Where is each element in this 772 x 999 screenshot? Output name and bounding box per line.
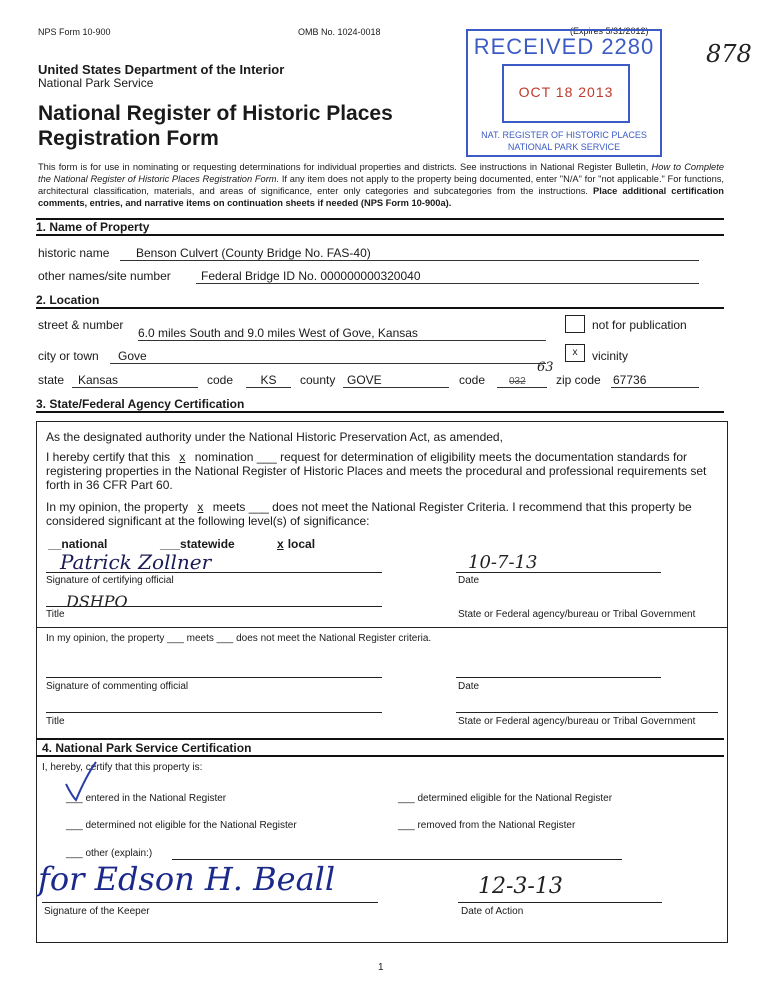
signature-line [46,572,382,573]
stamp-received: RECEIVED 2280 [473,34,655,59]
omb-number: OMB No. 1024-0018 [298,27,381,37]
page-number: 1 [378,962,384,973]
keeper-intro: I, hereby, certify that this property is: [42,762,203,773]
historic-name-field[interactable]: Benson Culvert (County Bridge No. FAS-40) [120,246,699,261]
county-code-label: code [459,373,486,387]
vicinity-checkbox[interactable]: x [565,344,585,362]
comment-title-line [46,712,382,713]
option-entered[interactable]: ___ entered in the National Register [66,793,227,804]
opinion-text-b: meets ___ does not meet the National Register Criteria. I recommend that this property be considered significant at the following level(s) of significance: [46,500,692,528]
level-statewide[interactable]: ___statewide [160,537,235,551]
keeper-signature-line [42,902,378,903]
instructions-text-2: If any item does not apply to the property being documented, enter "N/A" for "not applicable." For functions, architectural classification, materials, and areas of significance, enter only categories and subcategories from the instructions. [38,174,724,196]
state-code-field[interactable]: KS [246,373,291,388]
opinion-statement [46,500,718,528]
section-4-heading: 4. National Park Service Certification [42,741,252,755]
option-other[interactable]: ___ other (explain:) [66,848,153,859]
street-label: street & number [38,318,124,332]
street-field[interactable]: 6.0 miles South and 9.0 miles West of Gove, Kansas [138,326,546,341]
certifying-date-handwritten: 10-7-13 [468,552,538,573]
certify-text-b: nomination ___ request for determination of eligibility meets the documentation standards for registering properties in the National Register of Historic Places and meets the procedural and professional requirements set forth in 36 CFR Part 60. [46,450,707,492]
not-for-publication-label: not for publication [592,318,687,332]
county-field[interactable]: GOVE [343,373,449,388]
level-local-label: local [287,537,316,551]
section-2-heading: 2. Location [36,293,724,309]
certify-text-a: I hereby certify that this [46,450,174,464]
county-code-field[interactable] [497,373,547,388]
certify-statement [46,450,718,492]
section-1-heading: 1. Name of Property [36,220,724,236]
certify-mark[interactable]: x [179,450,186,464]
page-title: National Register of Historic Places [38,102,393,125]
form-number: NPS Form 10-900 [38,27,111,37]
page-subtitle: Registration Form [38,127,219,150]
county-code-struck: 032 [509,376,526,387]
not-for-publication-checkbox[interactable] [565,315,585,333]
city-label: city or town [38,349,99,363]
state-field[interactable]: Kansas [72,373,198,388]
level-local-mark: x [277,537,284,551]
option-eligible-label: determined eligible for the National Register [417,793,613,804]
option-not-eligible-label: determined not eligible for the National Register [85,820,297,831]
keeper-label: Signature of the Keeper [44,906,150,917]
option-not-eligible[interactable]: ___ determined not eligible for the National Register [66,820,297,831]
zip-label: zip code [556,373,601,387]
comment-date-line [456,677,661,678]
comment-agency-line [456,712,718,713]
stamp-line-1: NAT. REGISTER OF HISTORIC PLACES [481,130,647,140]
commenting-opinion: In my opinion, the property ___ meets ___ does not meet the National Register criteria. [46,633,432,644]
comment-agency-label: State or Federal agency/bureau or Tribal Government [458,716,696,727]
service: National Park Service [38,76,154,90]
action-date-handwritten: 12-3-13 [478,874,563,899]
title-handwritten: DSHPO [66,592,128,611]
certifying-signature: Patrick Zollner [60,550,212,574]
comment-signature-label: Signature of commenting official [46,681,189,692]
instructions-bulletin-title: How to Complete the National Register of Historic Places Registration Form. [38,162,724,184]
state-code-label: code [207,373,234,387]
zip-field[interactable]: 67736 [611,373,699,388]
option-other-label: other (explain:) [85,848,153,859]
comment-title-label: Title [46,716,65,727]
level-national[interactable]: __national [48,537,108,551]
vicinity-label: vicinity [592,349,629,363]
signature-label: Signature of certifying official [46,575,174,586]
other-names-field[interactable]: Federal Bridge ID No. 000000000320040 [196,269,699,284]
received-stamp [466,29,662,157]
instructions-text-1: This form is for use in nominating or requesting determinations for individual properties and districts. See instructions in National Register Bulletin, [38,162,652,172]
option-entered-label: entered in the National Register [85,793,227,804]
keeper-signature: for Edson H. Beall [38,860,336,898]
action-date-label: Date of Action [461,906,524,917]
expiration: (Expires 5/31/2012) [570,26,649,36]
section-4-top-rule [36,738,724,740]
section-3-heading: 3. State/Federal Agency Certification [36,397,724,413]
authority-text: As the designated authority under the National Historic Preservation Act, as amended, [46,430,503,444]
title-label: Title [46,609,65,620]
divider-1 [36,627,728,628]
stamp-date-box [502,64,630,123]
handwritten-ref-number: 878 [706,40,752,68]
date-label: Date [458,575,480,586]
section-4-bottom-rule [36,755,724,757]
agency-label: State or Federal agency/bureau or Tribal Government [458,609,696,620]
other-names-label: other names/site number [38,269,171,283]
county-code-handwritten: 63 [537,360,554,375]
date-line [456,572,661,573]
county-label: county [300,373,336,387]
department: United States Department of the Interior [38,62,285,77]
title-line [46,606,382,607]
city-field[interactable]: Gove [110,349,546,364]
action-date-line [458,902,662,903]
option-removed-label: removed from the National Register [417,820,576,831]
level-national-label: national [61,537,108,551]
level-local[interactable] [273,537,315,551]
historic-name-label: historic name [38,246,110,260]
stamp-line-2: NATIONAL PARK SERVICE [507,142,621,152]
state-label: state [38,373,65,387]
opinion-mark[interactable]: x [197,500,204,514]
instructions-paragraph [38,161,724,209]
option-eligible[interactable]: ___ determined eligible for the National Register [398,793,613,804]
comment-signature-line [46,677,382,678]
level-statewide-label: statewide [180,537,235,551]
comment-date-label: Date [458,681,480,692]
opinion-text-a: In my opinion, the property [46,500,192,514]
option-removed[interactable]: ___ removed from the National Register [398,820,576,831]
stamp-date: OCT 18 2013 [518,84,614,100]
instructions-continuation: Place additional certification comments, entries, and narrative items on continuation sheets if needed (NPS Form 10-900a). [38,186,724,208]
